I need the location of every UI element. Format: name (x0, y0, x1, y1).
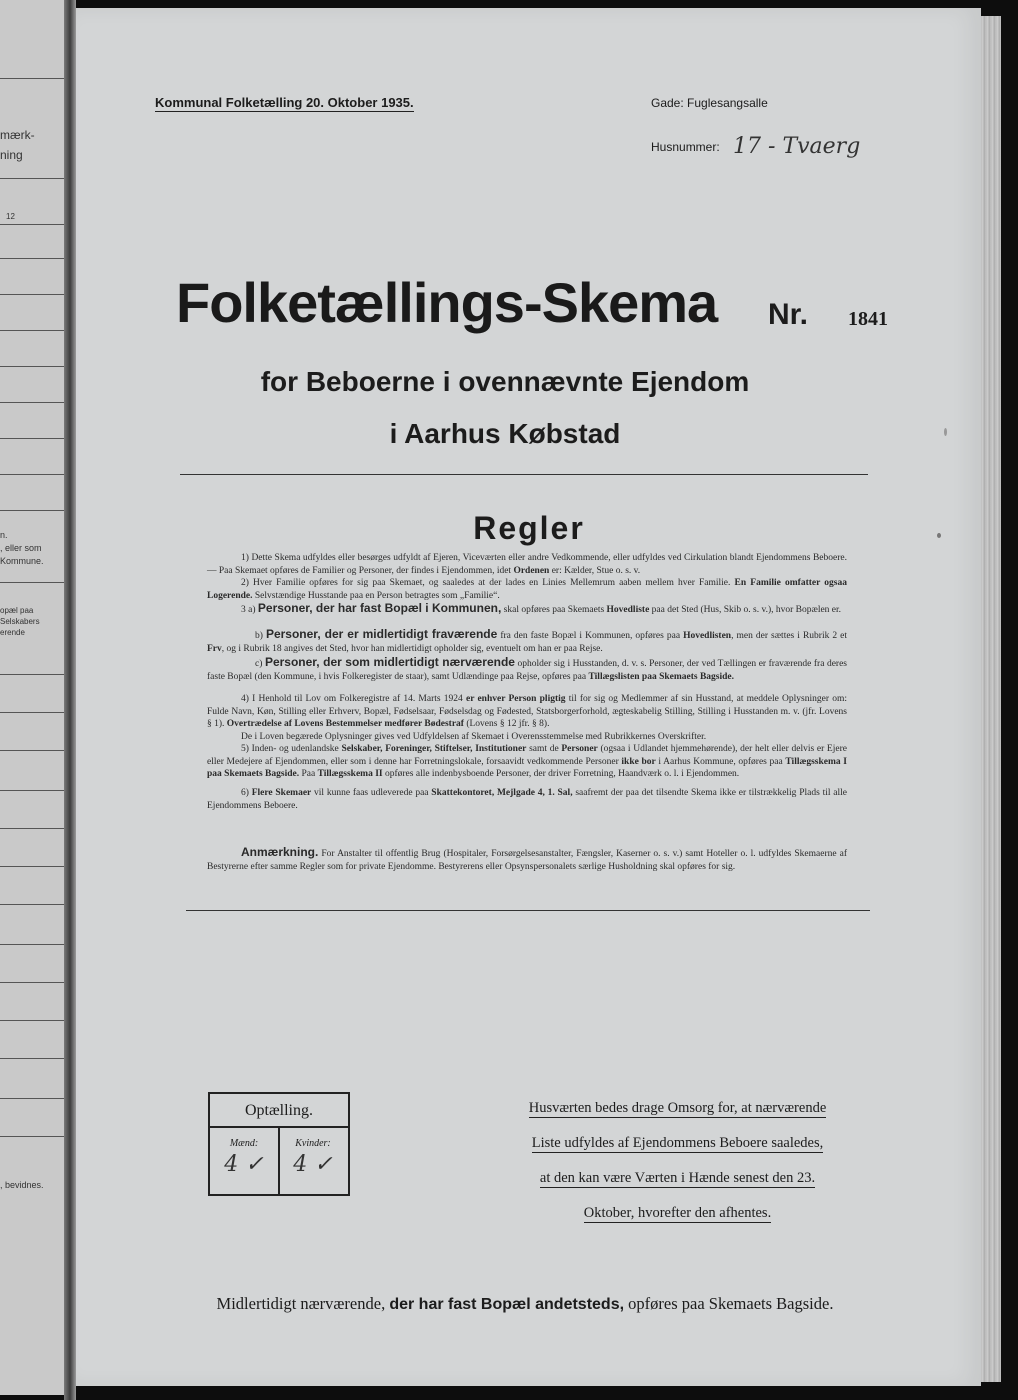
remark-paragraph: Anmærkning. For Anstalter til offentlig Brug (Hospitaler, Forsørgelsesanstalter, Fængsler, Kaserner o. s. v.) samt Hoteller o. l. udfyldes Skemaerne af Bestyrerne efter samme Regler som for private Ejendomme. Bestyrerens eller Opsynspersonalets særlige Husholdning skal opføres for sig. (207, 845, 847, 872)
men-label: Mænd: (229, 1138, 259, 1149)
instruction-line: Liste udfyldes af Ejendommens Beboere saaledes, (531, 1135, 824, 1151)
form-location: i Aarhus Købstad (389, 418, 621, 449)
page-stack-edges (981, 16, 1001, 1382)
page-fragment: , bevidnes. (0, 1180, 44, 1190)
form-subtitle: for Beboerne i ovennævnte Ejendom (260, 366, 750, 397)
instruction-line: Oktober, hvorefter den afhentes. (583, 1205, 772, 1221)
form-title: Folketællings-Skema (176, 271, 718, 334)
house-number-field (651, 132, 861, 159)
rule-2: 2) Hver Familie opføres for sig paa Skemaet, og saaledes at der lades en Linies Mellemrum aaben mellem hver Familie. En Familie omfatter ogsaa Logerende. Selvstændige Husstande paa en Person betragtes som „Familie“. (207, 578, 847, 601)
rule-6: 6) Flere Skemaer vil kunne faas udleverede paa Skattekontoret, Mejlgade 4, 1. Sal, saafremt der paa det tilsendte Skema ikke er tilstrækkelig Plads til alle Ejendommens Beboere. (207, 788, 847, 811)
rule-3b: b) Personer, der er midlertidigt fraværende fra den faste Bopæl i Kommunen, opføres paa Hovedlisten, men der sættes i Rubrik 2 et Frv, og i Rubrik 18 angives det Sted, hvor han midlertidigt opholder sig, eventuelt om han er paa Rejse. (207, 627, 847, 654)
tally-title: Optælling. (244, 1102, 313, 1119)
tally-box (208, 1092, 350, 1196)
form-number-label: Nr. (768, 298, 809, 331)
previous-page-edge (0, 0, 64, 1395)
house-number-handwritten: 17 - Tvaerg (733, 134, 861, 159)
footer-note: Midlertidigt nærværende, der har fast Bopæl andetsteds, opføres paa Skemaets Bagside. (216, 1294, 834, 1313)
paper-speck (944, 428, 947, 436)
rule-4: 4) I Henhold til Lov om Folkeregistre af 14. Marts 1924 er enhver Person pligtig til for sig og Medlemmer af sin Husstand, at meddele Oplysninger om: Fulde Navn, Køn, Stilling eller Erhverv, Bopæl, Fødselsaar, Fødselsdag og Fødested, Statsborgerforhold, ægteskabelig Stilling, Stilling i Husstanden m. v. (jfr. Lovens § 1). Overtrædelse af Lovens Bestemmelser medfører Bødestraf (Lovens § 12 jfr. § 8). (207, 694, 848, 729)
page-fragment: opæl paa (0, 606, 34, 615)
rule-4-continued: De i Loven begærede Oplysninger gives ved Udfyldelsen af Skemaet i Overensstemmelse med Rubrikkernes Overskrifter. (241, 732, 707, 742)
page-fragment: n. (0, 530, 8, 540)
instruction-line: at den kan være Værten i Hænde senest den 23. (539, 1170, 816, 1186)
form-number: 1841 (848, 308, 888, 330)
page-fragment: 12 (6, 212, 15, 221)
rule-3c: c) Personer, der som midlertidigt nærværende opholder sig i Husstanden, d. v. s. Personer, der ved Tællingen er fraværende fra deres faste Bopæl (den Kommune, i hvis Folkeregister de staar), samt Udlændinge paa Rejse, opføres paa Tillægslisten paa Skemaets Bagside. (207, 655, 848, 682)
page-fragment: ning (0, 148, 23, 162)
men-count: 4 ✓ (224, 1152, 264, 1177)
street-label: Gade: (651, 96, 684, 110)
page-fragment: erende (0, 628, 25, 637)
page-fragment: Kommune. (0, 556, 44, 566)
women-label: Kvinder: (295, 1138, 331, 1149)
divider (180, 474, 868, 475)
binding-gutter (64, 0, 76, 1400)
paper-speck (937, 533, 941, 538)
census-header: Kommunal Folketælling 20. Oktober 1935. (155, 95, 414, 110)
street-field (651, 96, 768, 110)
page-fragment: , eller som (0, 543, 42, 553)
page-fragment: mærk- (0, 128, 35, 142)
rule-1: 1) Dette Skema udfyldes eller besørges udfyldt af Ejeren, Viceværten eller andre Vedkommende, eller udfyldes ved Cirkulation blandt Ejendommens Beboere. — Paa Skemaet opføres de Familier og Personer, der findes i Ejendommen, idet Ordenen er: Kælder, Stue o. s. v. (207, 553, 847, 576)
street-value: Fuglesangsalle (687, 96, 768, 110)
rule-3a: 3 a) Personer, der har fast Bopæl i Kommunen, skal opføres paa Skemaets Hovedliste paa det Sted (Hus, Skib o. s. v.), hvor Bopælen er. (241, 601, 842, 615)
page-fragment: Selskabers (0, 617, 40, 626)
rules-heading: Regler (473, 510, 585, 546)
divider (186, 910, 870, 911)
women-count: 4 ✓ (293, 1152, 333, 1177)
house-label: Husnummer: (651, 140, 720, 154)
instruction-line: Husværten bedes drage Omsorg for, at nærværende (528, 1100, 827, 1116)
remark-label: Anmærkning. (241, 845, 319, 859)
rule-5: 5) Inden- og udenlandske Selskaber, Foreninger, Stiftelser, Institutioner samt de Personer (ogsaa i Udlandet hjemmehørende), der helt eller delvis er Ejere eller Medejere af Ejendommen, eller som i denne har Forretningslokale, forsaavidt vedkommende Personer ikke bor i Aarhus Kommune, opføres paa Tillægsskema I paa Skemaets Bagside. Paa Tillægsskema II opføres alle indenbysboende Personer, der driver Forretning, Haandværk o. l. i Ejendommen. (207, 744, 847, 779)
